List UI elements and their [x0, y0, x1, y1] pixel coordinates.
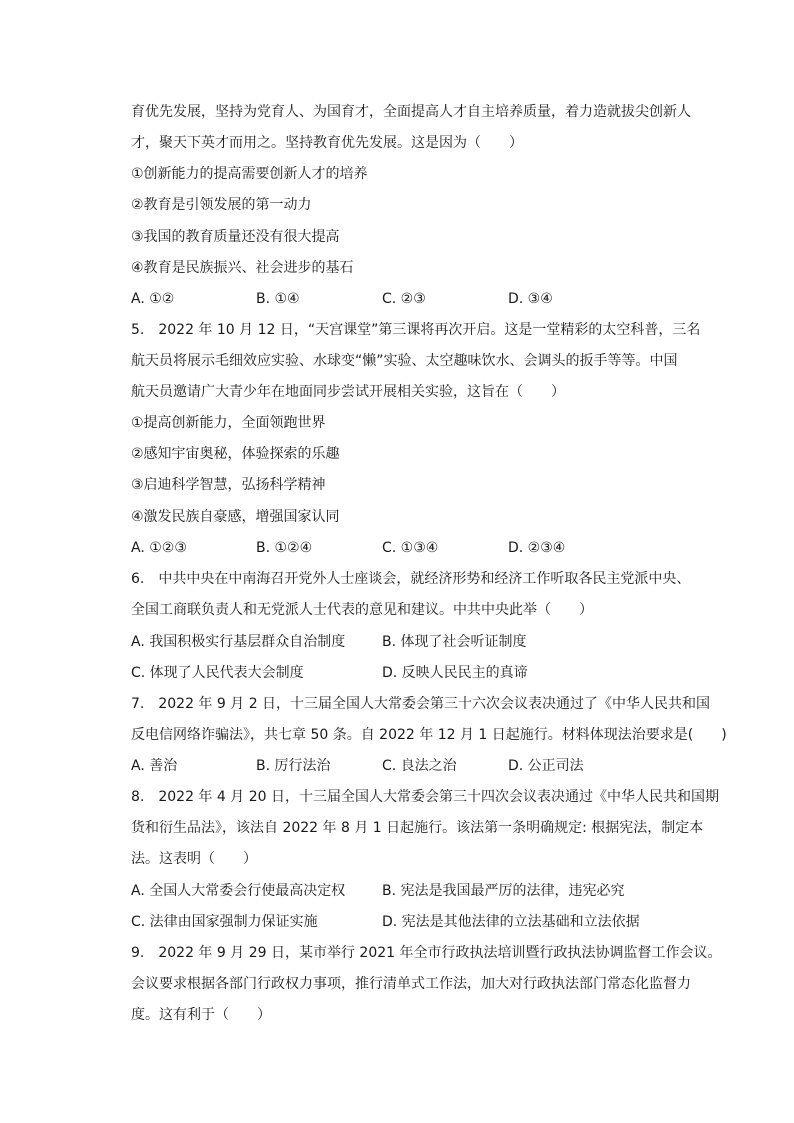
option-d[interactable]: D. 反映人民民主的真谛	[382, 665, 528, 681]
option-b[interactable]: B. 宪法是我国最严厉的法律，违宪必究	[382, 883, 625, 899]
option-c[interactable]: C. 良法之治	[382, 758, 457, 774]
statement-1: ①创新能力的提高需要创新人才的培养	[131, 166, 368, 182]
option-c[interactable]: C. 体现了人民代表大会制度	[131, 665, 304, 681]
answer-options	[131, 538, 691, 558]
option-b[interactable]: B. 体现了社会听证制度	[382, 634, 527, 650]
option-b[interactable]: B. ①②④	[256, 540, 313, 556]
question-9-text: 度。这有利于（ ）	[131, 1007, 271, 1023]
option-b[interactable]: B. 厉行法治	[256, 758, 331, 774]
option-d[interactable]: D. ③④	[508, 291, 553, 307]
answer-options	[131, 289, 691, 309]
answer-options	[131, 912, 691, 932]
question-7-text: 反电信网络诈骗法》，共七章 50 条。自 2022 年 12 月 1 日起施行。材料体现法治要求是( )	[131, 727, 727, 743]
question-6-text: 全国工商联负责人和无党派人士代表的意见和建议。中共中央此举（ ）	[131, 602, 593, 618]
question-8-text: 8. 2022 年 4 月 20 日，十三届全国人大常委会第三十四次会议表决通过《中华人民共和国期	[131, 789, 719, 805]
statement-4: ④激发民族自豪感，增强国家认同	[131, 509, 340, 525]
option-d[interactable]: D. ②③④	[508, 540, 566, 556]
question-5-text: 5. 2022 年 10 月 12 日，“天宫课堂”第三课将再次开启。这是一堂精彩的太空科普，三名	[131, 322, 701, 338]
answer-options	[131, 632, 691, 652]
question-5-text: 航天员邀请广大青少年在地面同步尝试开展相关实验，这旨在（ ）	[131, 384, 565, 400]
question-6-text: 6. 中共中央在中南海召开党外人士座谈会，就经济形势和经济工作听取各民主党派中央、	[131, 571, 691, 587]
option-c[interactable]: C. ①③④	[382, 540, 439, 556]
statement-4: ④教育是民族振兴、社会进步的基石	[131, 260, 354, 276]
option-a[interactable]: A. ①②③	[131, 540, 187, 556]
question-8-text: 货和衍生品法》，该法自 2022 年 8 月 1 日起施行。该法第一条明确规定: 根据宪法，制定本	[131, 820, 704, 836]
answer-options	[131, 756, 691, 776]
option-d[interactable]: D. 宪法是其他法律的立法基础和立法依据	[382, 914, 640, 930]
answer-options	[131, 663, 691, 683]
statement-3: ③我国的教育质量还没有很大提高	[131, 229, 340, 245]
question-7-text: 7. 2022 年 9 月 2 日，十三届全国人大常委会第三十六次会议表决通过了《中华人民共和国	[131, 696, 711, 712]
option-a[interactable]: A. 全国人大常委会行使最高决定权	[131, 883, 346, 899]
question-5-text: 航天员将展示毛细效应实验、水球变“懒”实验、太空趣味饮水、会调头的扳手等等。中国	[131, 353, 678, 369]
statement-1: ①提高创新能力，全面领跑世界	[131, 415, 326, 431]
question-text-line: 育优先发展，坚持为党育人、为国育才，全面提高人才自主培养质量，着力造就拔尖创新人	[131, 104, 691, 120]
statement-2: ②教育是引领发展的第一动力	[131, 197, 312, 213]
option-c[interactable]: C. 法律由国家强制力保证实施	[131, 914, 318, 930]
option-b[interactable]: B. ①④	[256, 291, 300, 307]
option-c[interactable]: C. ②③	[382, 291, 426, 307]
question-9-text: 会议要求根据各部门行政权力事项，推行清单式工作法，加大对行政执法部门常态化监督力	[131, 976, 691, 992]
question-8-text: 法。这表明（ ）	[131, 851, 257, 867]
option-a[interactable]: A. ①②	[131, 291, 175, 307]
option-a[interactable]: A. 善治	[131, 758, 178, 774]
option-a[interactable]: A. 我国积极实行基层群众自治制度	[131, 634, 346, 650]
question-text-line: 才，聚天下英才而用之。坚持教育优先发展。这是因为（ ）	[131, 135, 523, 151]
answer-options	[131, 881, 691, 901]
option-d[interactable]: D. 公正司法	[508, 758, 584, 774]
statement-2: ②感知宇宙奥秘，体验探索的乐趣	[131, 446, 340, 462]
question-9-text: 9. 2022 年 9 月 29 日，某市举行 2021 年全市行政执法培训暨行政执法协调监督工作会议。	[131, 945, 722, 961]
statement-3: ③启迪科学智慧，弘扬科学精神	[131, 477, 326, 493]
